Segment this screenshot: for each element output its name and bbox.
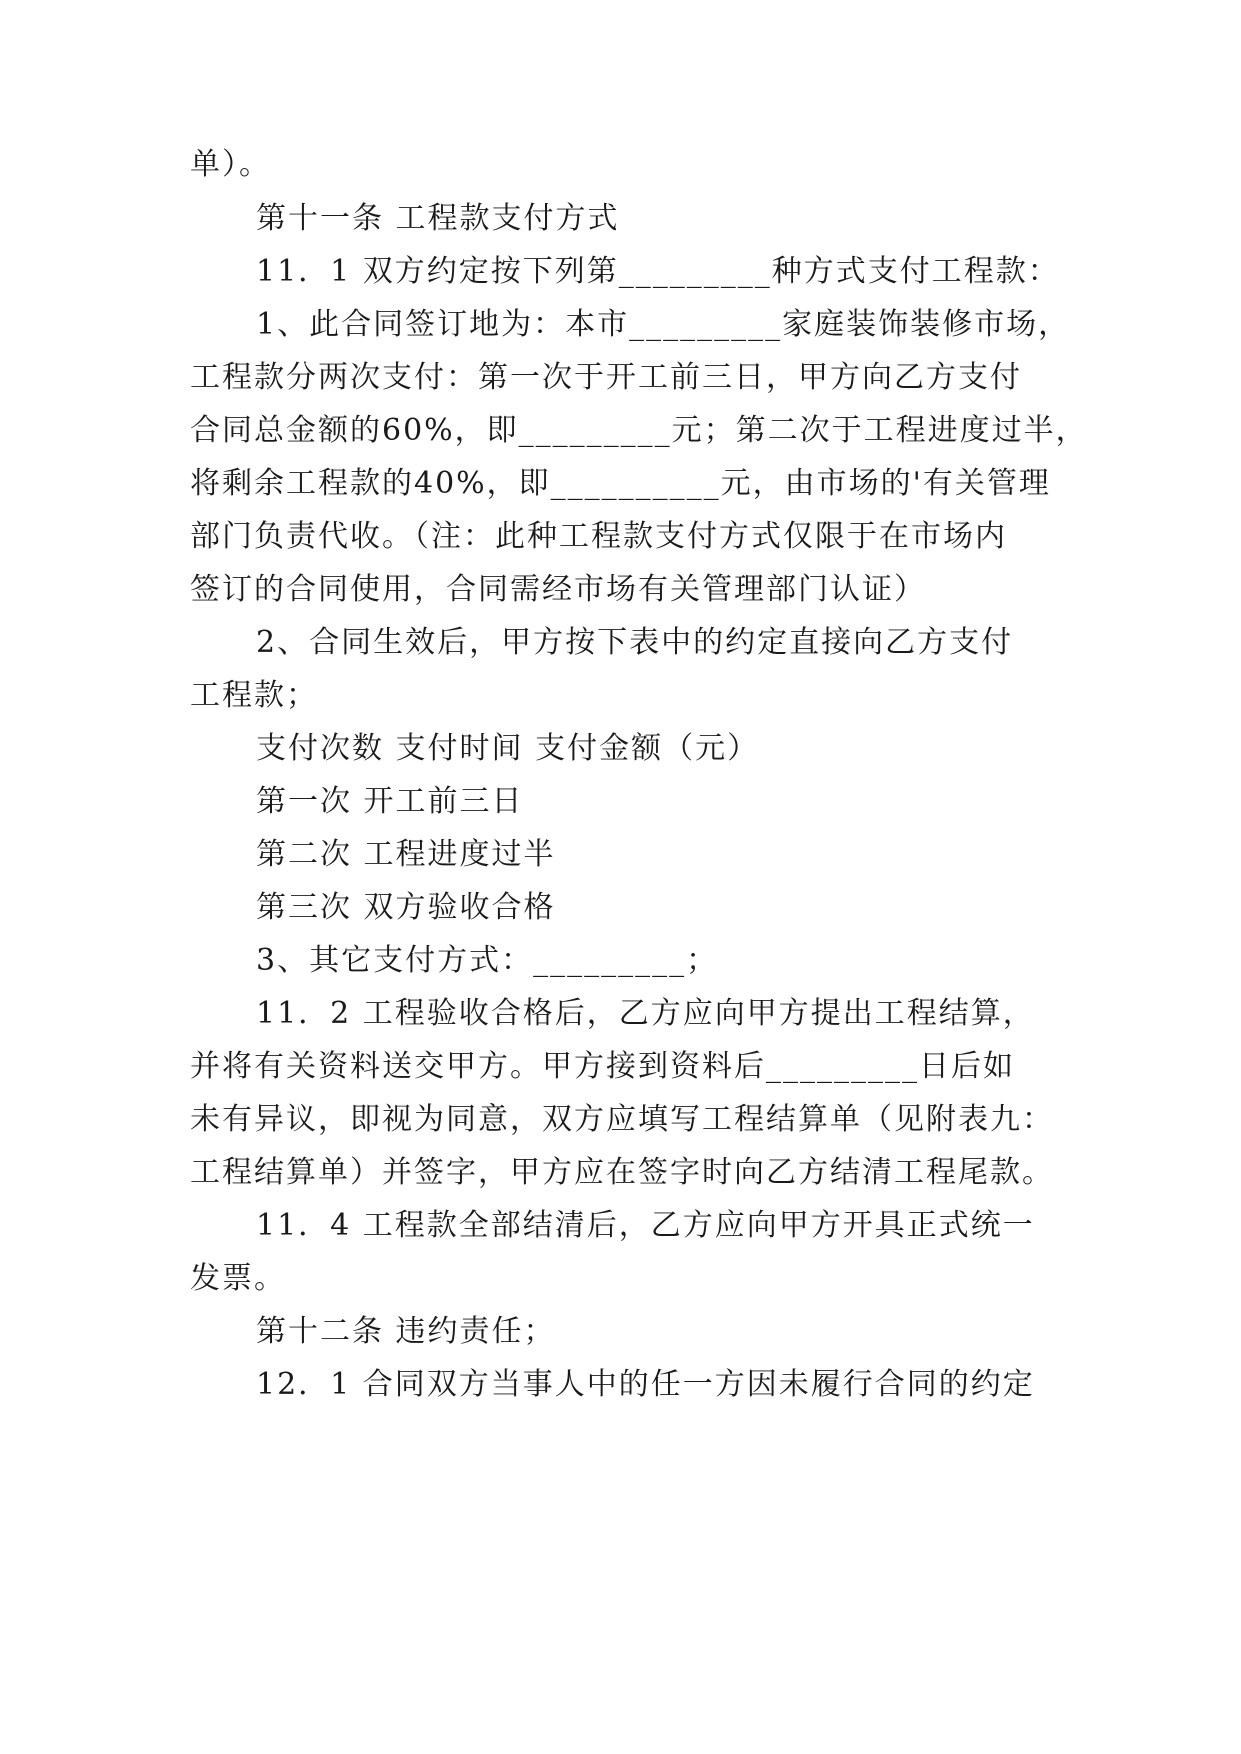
text-line: 部门负责代收。（注：此种工程款支付方式仅限于在市场内	[190, 519, 1007, 554]
table-row: 第三次 双方验收合格	[256, 890, 556, 925]
table-header: 支付次数 支付时间 支付金额（元）	[256, 731, 760, 766]
text-line: 签订的合同使用，合同需经市场有关管理部门认证）	[190, 572, 926, 607]
text-line: 1、此合同签订地为：本市_________家庭装饰装修市场，	[256, 307, 1071, 342]
section-heading: 第十二条 违约责任；	[256, 1314, 556, 1349]
text-line: 工程结算单）并签字，甲方应在签字时向乙方结清工程尾款。	[190, 1155, 1054, 1190]
text-line: 合同总金额的60%，即_________元；第二次于工程进度过半，	[190, 413, 1088, 448]
text-line: 2、合同生效后，甲方按下表中的约定直接向乙方支付	[256, 625, 1014, 660]
table-row: 第一次 开工前三日	[256, 784, 524, 819]
section-heading: 第十一条 工程款支付方式	[256, 201, 620, 236]
text-line: 11．1 双方约定按下列第_________种方式支付工程款：	[256, 254, 1060, 289]
text-line: 工程款分两次支付：第一次于开工前三日，甲方向乙方支付	[190, 360, 1022, 395]
text-line: 12．1 合同双方当事人中的任一方因未履行合同的约定	[256, 1367, 1035, 1402]
text-line: 单）。	[190, 147, 271, 182]
text-line: 3、其它支付方式：_________；	[256, 943, 719, 978]
text-line: 未有异议，即视为同意，双方应填写工程结算单（见附表九：	[190, 1102, 1054, 1137]
text-line: 11．4 工程款全部结清后，乙方应向甲方开具正式统一	[256, 1208, 1035, 1243]
text-line: 将剩余工程款的40%，即__________元，由市场的'有关管理	[190, 466, 1051, 501]
text-line: 工程款；	[190, 678, 318, 713]
text-line: 发票。	[190, 1261, 286, 1296]
text-line: 并将有关资料送交甲方。甲方接到资料后_________日后如	[190, 1049, 1015, 1084]
text-line: 11．2 工程验收合格后，乙方应向甲方提出工程结算，	[256, 996, 1035, 1031]
table-row: 第二次 工程进度过半	[256, 837, 556, 872]
